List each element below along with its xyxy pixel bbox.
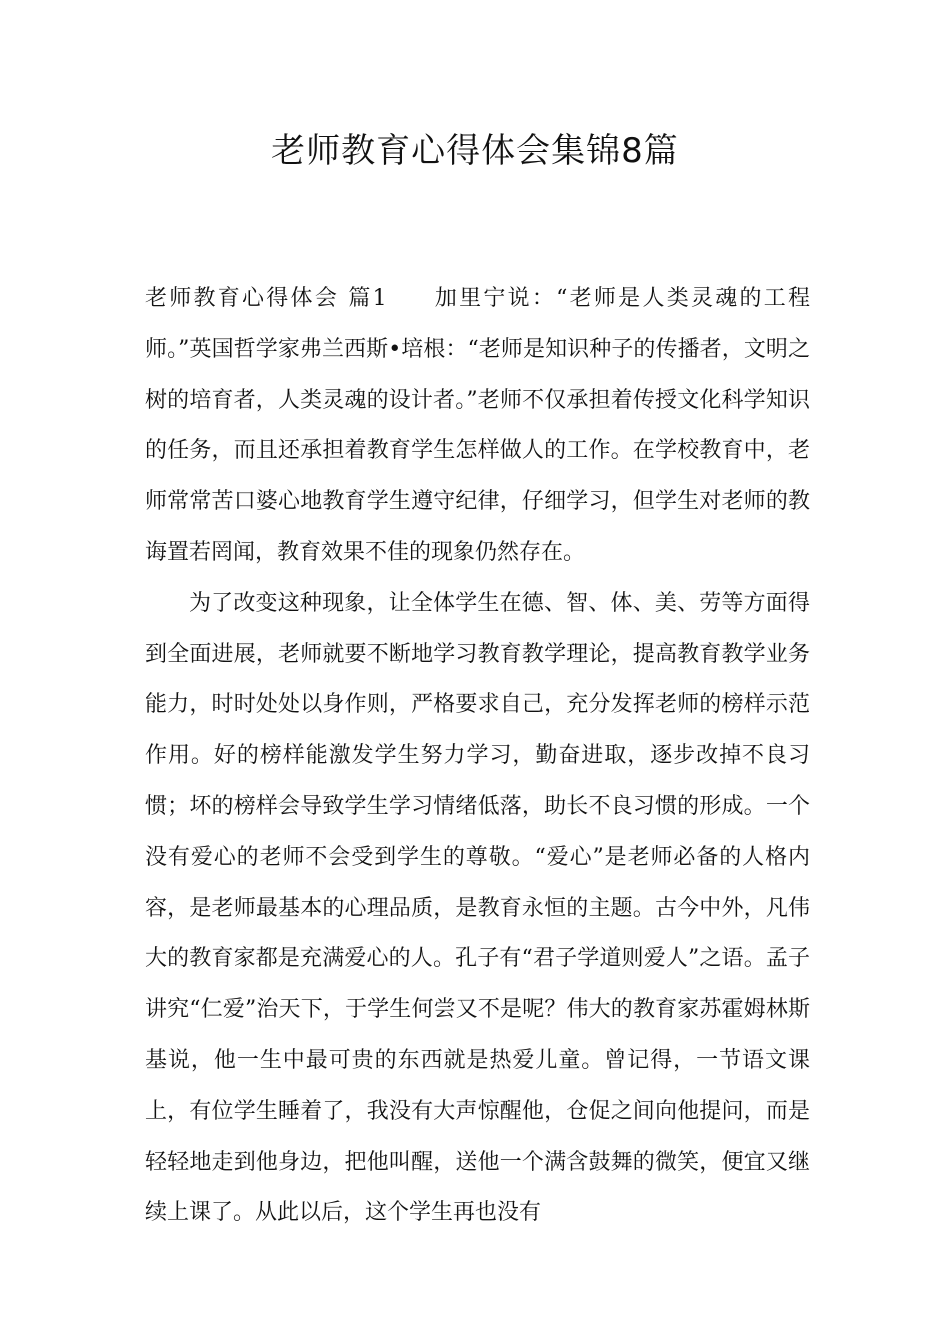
paragraph-1-text: 加里宁说：“老师是人类灵魂的工程师。”英国哲学家弗兰西斯•培根：“老师是知识种子的传播者，文明之树的培育者，人类灵魂的设计者。”老师不仅承担着传授文化科学知识的任务，而且还承担着教育学生怎样做人的工作。在学校教育中，老师常常苦口婆心地教育学生遵守纪律，仔细学习，但学生对老师的教诲置若罔闻，教育效果不佳的现象仍然存在。 <box>145 286 810 565</box>
paragraph-2: 为了改变这种现象，让全体学生在德、智、体、美、劳等方面得到全面进展，老师就要不断地学习教育教学理论，提高教育教学业务能力，时时处处以身作则，严格要求自己，充分发挥老师的榜样示范作用。好的榜样能激发学生努力学习，勤奋进取，逐步改掉不良习惯；坏的榜样会导致学生学习情绪低落，助长不良习惯的形成。一个没有爱心的老师不会受到学生的尊敬。“爱心”是老师必备的人格内容，是老师最基本的心理品质，是教育永恒的主题。古今中外，凡伟大的教育家都是充满爱心的人。孔子有“君子学道则爱人”之语。孟子讲究“仁爱”治天下，于学生何尝又不是呢？伟大的教育家苏霍姆林斯基说，他一生中最可贵的东西就是热爱儿童。曾记得，一节语文课上，有位学生睡着了，我没有大声惊醒他，仓促之间向他提问，而是轻轻地走到他身边，把他叫醒，送他一个满含鼓舞的微笑，便宜又继续上课了。从此以后，这个学生再也没有 <box>145 590 810 1226</box>
document-body <box>145 274 810 1239</box>
section-heading: 老师教育心得体会 篇1 <box>145 286 387 311</box>
document-title: 老师教育心得体会集锦8篇 <box>271 131 679 171</box>
paragraph-1 <box>145 274 810 579</box>
